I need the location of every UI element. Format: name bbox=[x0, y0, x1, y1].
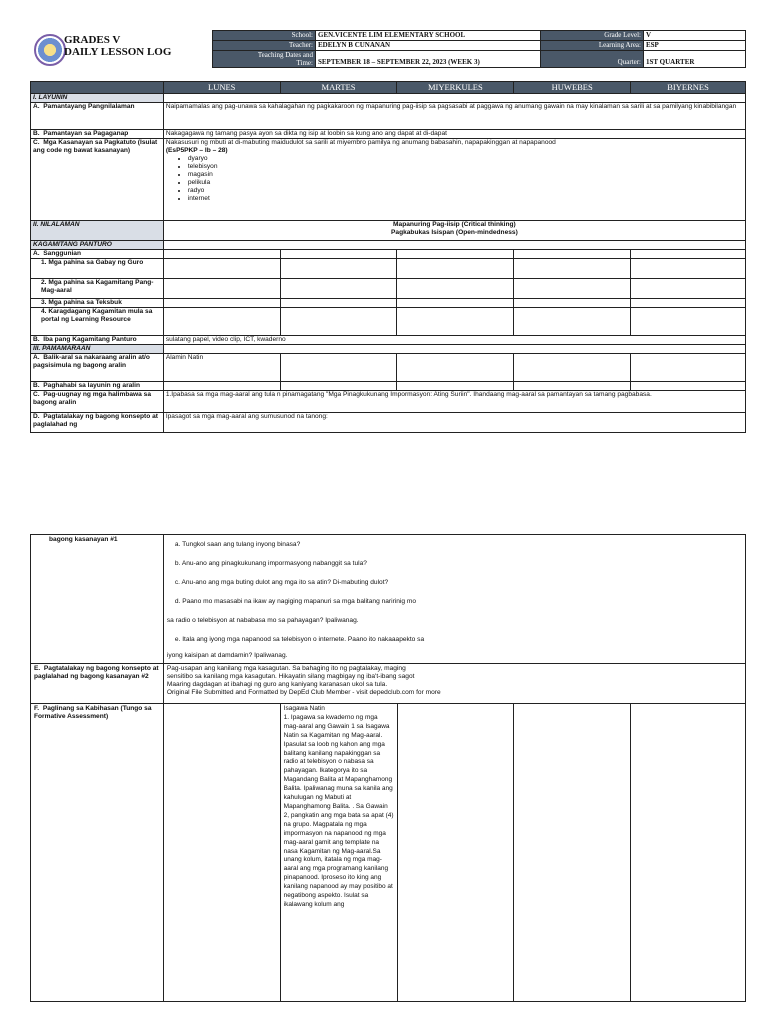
sanggunian-title: Sanggunian bbox=[43, 250, 81, 257]
row-b-text: Nakagagawa ng tamang pasya ayon sa dikta ng isip at loobin sa kung ano ang dapat at di-dapat bbox=[163, 130, 745, 139]
row-c-code: C. bbox=[33, 139, 40, 146]
teacher-label: Teacher: bbox=[213, 41, 316, 51]
row-b-code: B. bbox=[33, 130, 40, 137]
paglinang-code: F. bbox=[34, 705, 40, 712]
section-layunin: I. LAYUNIN bbox=[31, 94, 164, 103]
school-label: School: bbox=[213, 31, 316, 41]
list-item: • internet bbox=[188, 195, 743, 203]
row-c-code-text: (EsP5PKP – Ib – 28) bbox=[165, 147, 228, 154]
pagtatalakay-2-title: Pagtatalakay ng bagong konsepto at paglalahad ng bagong kasanayan #2 bbox=[34, 665, 159, 680]
pagtatalakay-1-code: D. bbox=[33, 413, 40, 420]
dates-label-2: Time: bbox=[296, 59, 313, 67]
day-header-row bbox=[31, 82, 746, 94]
row-b-title: Pamantayan sa Pagaganap bbox=[43, 130, 129, 137]
list-item: • magasin bbox=[188, 171, 743, 179]
section-kagamitan: KAGAMITANG PANTURO bbox=[31, 241, 164, 250]
dll-title: DAILY LESSON LOG bbox=[64, 46, 172, 58]
list-item: • pelikula bbox=[188, 179, 743, 187]
pagtatalakay-2-label bbox=[31, 664, 164, 704]
section-pamamaraan: III. PAMAMARAAN bbox=[31, 345, 164, 354]
pagtatalakay-2-line-1: Pag-usapan ang kanilang mga kasagutan. Sa bahaging ito ng pagtalakay, maging bbox=[166, 665, 406, 672]
list-item: • telebisyon bbox=[188, 163, 743, 171]
isagawa-heading: Isagawa Natin bbox=[283, 705, 325, 712]
pag-uugnay-code: C. bbox=[33, 391, 40, 398]
learning-resource-label: 4. Karagdagang Kagamitan mula sa portal ng Learning Resource bbox=[31, 308, 164, 336]
balik-aral-code: A. bbox=[33, 354, 40, 361]
pagtatalakay-2-line-4: Original File Submitted and Formatted by DepEd Club Member - visit depedclub.com for more bbox=[166, 689, 441, 696]
lesson-table-continued bbox=[30, 534, 746, 1002]
question-b: b. Anu-ano ang pinagkukunang impormasyong nabanggit sa tula? bbox=[174, 560, 367, 567]
paglinang-title: Paglinang sa Kabihasan (Tungo sa Formative Assessment) bbox=[34, 705, 152, 720]
row-c-title: Mga Kasanayan sa Pagkatuto (Isulat ang code ng bawat kasanayan) bbox=[33, 139, 158, 154]
nilalaman-content bbox=[163, 221, 745, 241]
paghahabi-title: Paghahabi sa layunin ng aralin bbox=[43, 382, 140, 389]
pag-uugnay-title: Pag-uugnay ng mga halimbawa sa bagong aralin bbox=[33, 391, 151, 406]
row-a-text: Naipamamalas ang pag-unawa sa kahalagahan ng pagkakaroon ng mapanuring pag-iisip sa pagsasabi at paggawa ng anumang gawain na may kinalaman sa sarili at sa pamilyang kinabibilangan bbox=[163, 103, 745, 130]
iba-text: sulatang papel, video clip, ICT, kwaderno bbox=[163, 336, 745, 345]
pag-uugnay-text: 1.Ipabasa sa mga mag-aaral ang tula n pinamagatang "Mga Pinagkukunang Impormasyon: Ating Suriin". Ihandaang mag-aaral sa pamantayan sa tamang pagbabasa. bbox=[163, 391, 745, 413]
questions-cell bbox=[163, 535, 745, 664]
pagtatalakay-2-line-2: sensitibo sa kanilang mga kasagutan. Hikayatin silang magbigay ng iba't-ibang sagot bbox=[166, 673, 415, 680]
gabay-guro-label: 1. Mga pahina sa Gabay ng Guro bbox=[31, 259, 164, 279]
grade-label: Grade Level: bbox=[541, 31, 644, 41]
pagtatalakay-1-text: Ipasagot sa mga mag-aaral ang sumusunod na tanong: bbox=[163, 413, 745, 433]
row-c-text: Nakasusuri ng mbuti at di-mabuting maidudulot sa sarili at miyembro pamilya ng anumang babasahin, napapakinggan at napapanood bbox=[165, 139, 556, 146]
iba-title: Iba pang Kagamitang Panturo bbox=[43, 336, 137, 343]
corner-cell bbox=[31, 82, 164, 94]
sanggunian-code: A. bbox=[33, 250, 40, 257]
quarter-value: 1ST QUARTER bbox=[644, 51, 746, 68]
row-a-code: A. bbox=[33, 103, 40, 110]
teacher-value: EDELYN B CUNANAN bbox=[316, 41, 541, 51]
grade-value: V bbox=[644, 31, 746, 41]
day-huwebes: HUWEBES bbox=[514, 82, 631, 94]
school-value: GEN.VICENTE LIM ELEMENTARY SCHOOL bbox=[316, 31, 541, 41]
paglinang-label bbox=[31, 704, 164, 1002]
pagtatalakay-1-title: Pagtatalakay ng bagong konsepto at paglalahad ng bbox=[33, 413, 158, 428]
list-item: • radyo bbox=[188, 187, 743, 195]
paglinang-content bbox=[280, 704, 397, 1002]
row-c-label bbox=[31, 139, 164, 221]
row-a-label bbox=[31, 103, 164, 130]
nilalaman-line-1: Mapanuring Pag-iisip (Critical thinking) bbox=[393, 221, 516, 228]
lesson-table bbox=[30, 81, 746, 433]
question-a: a. Tungkol saan ang tulang inyong binasa? bbox=[174, 541, 301, 548]
balik-aral-title: Balik-aral sa nakaraang aralin at/o pagsisimula ng bagong aralin bbox=[33, 354, 150, 369]
area-value: ESP bbox=[644, 41, 746, 51]
day-biyernes: BIYERNES bbox=[631, 82, 746, 94]
cont-label: bagong kasanayan #1 bbox=[31, 535, 164, 664]
question-e-cont: iyong kaisipan at damdamin? Ipaliwanag. bbox=[166, 652, 288, 659]
kagamitang-mag-aaral-label: 2. Mga pahina sa Kagamitang Pang-Mag-aaral bbox=[31, 279, 164, 299]
quarter-label: Quarter: bbox=[541, 51, 644, 68]
page-1 bbox=[0, 0, 768, 470]
list-item: • dyaryo bbox=[188, 155, 743, 163]
paghahabi-label bbox=[31, 382, 164, 391]
pagtatalakay-2-content bbox=[163, 664, 745, 704]
sanggunian-label bbox=[31, 250, 164, 259]
row-a-title: Pamantayang Pangnilalaman bbox=[43, 103, 135, 110]
nilalaman-line-2: Pagkabukas Isispan (Open-mindedness) bbox=[391, 229, 518, 236]
isagawa-text: 1. Ipagawa sa kwaderno ng mga mag-aaral ang Gawain 1 sa Isagawa Natin sa Kagamitan ng Mag-aaral. Ipasulat sa loob ng kahon ang mga balitang kanilang napakinggan sa radio at telebisyon o nabasa sa pahayagan. Ikategorya ito sa Magandang Balita at Mapanghamong Balita. Ipaliwanag muna sa kanila ang kahulugan ng Mabuti at Mapanghamong Balita. . Sa Gawain 2, pangkatin ang mga bata sa apat (4) na grupo. Magpatala ng mga impormasyon na napanood ng mga mag-aaral gamit ang template na nasa Kagamitan ng Mag-aaral.Sa unang kolum, itatala ng mga mag-aaral ang mga programang kanilang pinapanood. Iproseso ito king ang kanilang napanood ay may positibo at negatibong aspekto. Isulat sa ikalawang kolum ang bbox=[283, 713, 394, 908]
header-table bbox=[212, 30, 746, 68]
row-b-label bbox=[31, 130, 164, 139]
section-nilalaman: II. NILALAMAN bbox=[31, 221, 164, 241]
paghahabi-code: B. bbox=[33, 382, 40, 389]
iba-code: B. bbox=[33, 336, 40, 343]
question-e: e. Itala ang iyong mga napanood sa telebisyon o internete. Paano ito nakaaapekto sa bbox=[174, 636, 425, 643]
day-martes: MARTES bbox=[280, 82, 397, 94]
question-c: c. Anu-ano ang mga buting dulot ang mga ito sa atin? Di-mabuting dulot? bbox=[174, 579, 389, 586]
dates-label bbox=[213, 51, 316, 68]
area-label: Learning Area: bbox=[541, 41, 644, 51]
grades-title: GRADES V bbox=[64, 34, 121, 46]
pagtatalakay-1-label bbox=[31, 413, 164, 433]
row-c-content bbox=[163, 139, 745, 221]
pagtatalakay-2-line-3: Maaring dagdagan at ibahagi ng guro ang kaniyang karanasan ukol sa tula. bbox=[166, 681, 388, 688]
day-miyerkules: MIYERKULES bbox=[397, 82, 514, 94]
iba-label bbox=[31, 336, 164, 345]
media-list bbox=[166, 155, 743, 203]
pag-uugnay-label bbox=[31, 391, 164, 413]
teksbuk-label: 3. Mga pahina sa Teksbuk bbox=[31, 299, 164, 308]
dates-value: SEPTEMBER 18 – SEPTEMBER 22, 2023 (WEEK 3) bbox=[316, 51, 541, 68]
dates-label-1: Teaching Dates and bbox=[257, 51, 313, 59]
pagtatalakay-2-code: E. bbox=[34, 665, 41, 672]
balik-aral-text: Alamin Natin bbox=[163, 354, 280, 382]
question-d: d. Paano mo masasabi na ikaw ay nagiging mapanuri sa mga balitang naririnig mo bbox=[174, 598, 417, 605]
log-title bbox=[64, 34, 171, 58]
day-lunes: LUNES bbox=[163, 82, 280, 94]
balik-aral-label bbox=[31, 354, 164, 382]
question-d-cont: sa radio o telebisyon at nababasa mo sa pahayagan? Ipaliwanag. bbox=[166, 617, 359, 624]
deped-seal-icon bbox=[34, 34, 66, 66]
